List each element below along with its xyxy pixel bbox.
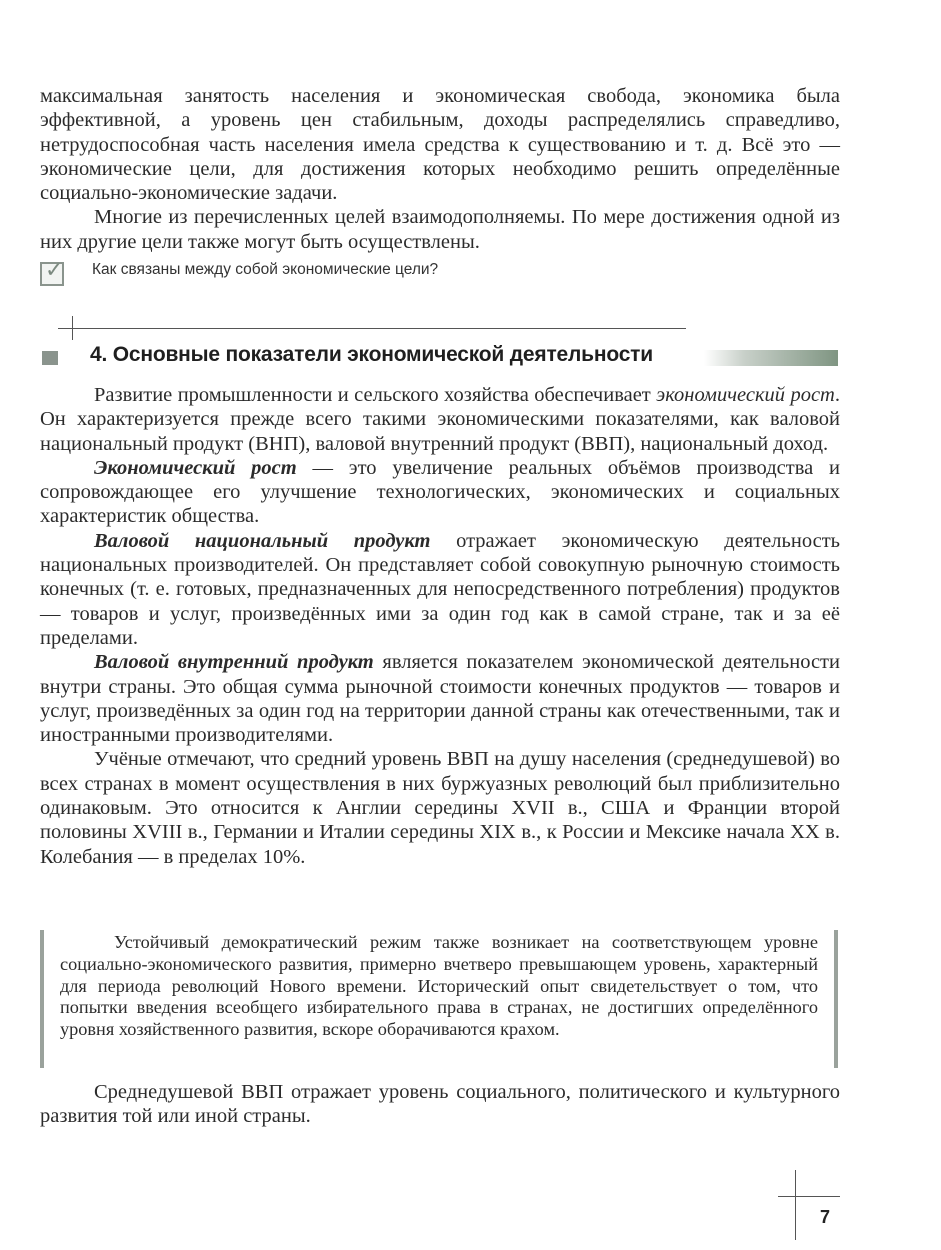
crop-mark-footer-horizontal bbox=[778, 1196, 840, 1197]
term-gnp: Валовой национальный продукт bbox=[94, 529, 431, 552]
page-number: 7 bbox=[820, 1207, 831, 1227]
review-question bbox=[40, 260, 840, 290]
paragraph-complementary: Многие из перечисленных целей взаимодополняемы. По мере достижения одной из них другие цели также могут быть осуществлены. bbox=[40, 206, 840, 253]
paragraph-goals: максимальная занятость населения и экономическая свобода, экономика была эффективной, а уровень цен стабильным, доходы распределялись справедливо, нетрудоспособная часть населения имела средства к существованию и т. д. Всё это — экономические цели, для достижения которых необходимо решить определённые социально-экономические задачи. bbox=[40, 85, 840, 205]
heading-gradient-bar bbox=[704, 350, 838, 366]
heading-square-icon bbox=[42, 351, 58, 365]
section-title: 4. Основные показатели экономической деятельности bbox=[90, 343, 653, 366]
crop-mark-vertical bbox=[72, 316, 73, 340]
closing-text bbox=[40, 1080, 840, 1129]
callout-box bbox=[40, 930, 838, 1068]
paragraph-gdp-per-capita: Учёные отмечают, что средний уровень ВВП на душу населения (среднедушевой) во всех странах в момент осуществления в них буржуазных революций был приблизительно одинаковым. Это относится к Англии середины XVII в., США и Франции второй половины XVIII в., Германии и Италии середины XIX в., к России и Мексике начала XX в. Колебания — в пределах 10%. bbox=[40, 748, 840, 868]
callout-left-bar bbox=[40, 930, 44, 1068]
paragraph-gnp: Валовой национальный продукт отражает экономическую деятельность национальных производителей. Он представляет собой совокупную рыночную стоимость конечных (т. е. готовых, предназначенных для непосредственного потребления) продуктов — товаров и услуг, произведённых ими за один год как в самой стране, так и за её пределами. bbox=[40, 529, 840, 649]
checkbox-check-icon: ✓ bbox=[40, 262, 64, 286]
term-gdp: Валовой внутренний продукт bbox=[94, 651, 374, 674]
term-economic-growth-italic: экономический рост bbox=[656, 384, 835, 406]
term-economic-growth: Экономический рост bbox=[94, 456, 297, 479]
crop-mark-horizontal bbox=[58, 328, 686, 329]
main-text bbox=[40, 383, 840, 869]
intro-text bbox=[40, 84, 840, 254]
section-heading bbox=[40, 342, 840, 374]
paragraph-growth-definition: Экономический рост — это увеличение реальных объёмов производства и сопровождающее его улучшение технологических, экономических и социальных характеристик общества. bbox=[40, 456, 840, 528]
crop-mark-footer-vertical bbox=[795, 1170, 796, 1240]
paragraph-gdp: Валовой внутренний продукт является показателем экономической деятельности внутри страны. Это общая сумма рыночной стоимости конечных продуктов — товаров и услуг, произведённых за один год на территории данной страны как отечественными, так и иностранными производителями. bbox=[40, 651, 840, 747]
callout-right-bar bbox=[834, 930, 838, 1068]
callout-text: Устойчивый демократический режим также возникает на соответствующем уровне социально-экономического развития, примерно вчетверо превышающем уровень, характерный для периода революций Нового времени. Исторический опыт свидетельствует о том, что попытки введения всеобщего избирательного права в странах, не достигших определённого уровня хозяйственного развития, вскоре оборачиваются крахом. bbox=[60, 932, 818, 1040]
paragraph-growth: Развитие промышленности и сельского хозяйства обеспечивает экономический рост. Он характеризуется прежде всего такими экономическими показателями, как валовой национальный продукт (ВНП), валовой внутренний продукт (ВВП), национальный доход. bbox=[40, 384, 840, 455]
question-text: Как связаны между собой экономические цели? bbox=[92, 261, 439, 278]
paragraph-conclusion: Среднедушевой ВВП отражает уровень социального, политического и культурного развития той или иной страны. bbox=[40, 1081, 840, 1128]
